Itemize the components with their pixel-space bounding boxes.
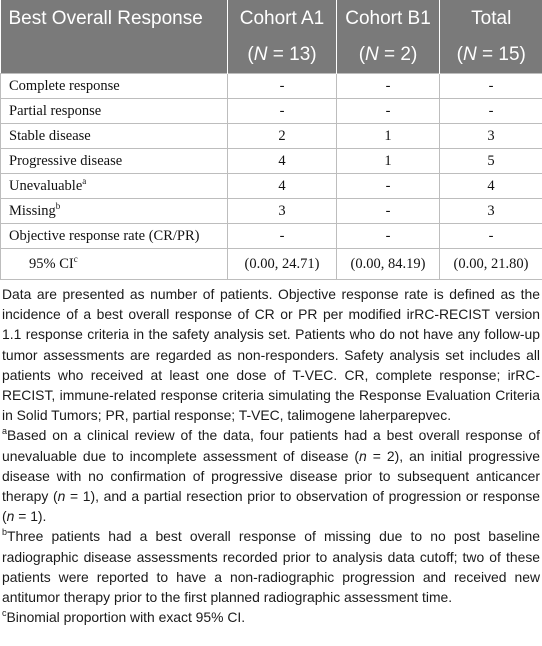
row-label: Missing$^b$ — [1, 199, 228, 224]
row-label: Objective response rate (CR/PR) — [1, 224, 228, 249]
cell-total: - — [440, 74, 542, 99]
cell-total: - — [440, 224, 542, 249]
table-row — [1, 149, 542, 174]
footnote-a: $^a$Based on a clinical review of the data, four patients had a best overall response of unevaluable due to incomplete assessment of disease (n = 2), an initial progressive disease with no confirmation of progressive disease prior to subsequent anticancer therapy (n = 1), and a partial resection prior to observation of progression or response (n = 1). — [2, 426, 540, 525]
cell-a1: (0.00, 24.71) — [228, 249, 337, 280]
best-overall-response-table — [0, 0, 542, 280]
cell-total: - — [440, 99, 542, 124]
footnote-marker: b — [55, 200, 61, 211]
footnote-marker: a — [82, 175, 87, 186]
footnote-main: Data are presented as number of patients. Objective response rate is defined as the incidence of a best overall response of CR or PR per modified irRC-RECIST version 1.1 response criteria in the safety analysis set. Patients who do not have any follow-up tumor assessments are regarded as non-responders. Safety analysis set includes all patients who received at least one dose of T-VEC. CR, complete response; irRC-RECIST, immune-related response criteria simulating the Response Evaluation Criteria in Solid Tumors; PR, partial response; T-VEC, talimogene laherparepvec. — [2, 286, 540, 424]
header-row — [1, 0, 542, 37]
cell-b1: 1 — [337, 124, 440, 149]
header-n-row — [1, 37, 542, 74]
cell-a1: 2 — [228, 124, 337, 149]
header-n-a1: (N = 13) — [228, 37, 337, 74]
row-label: Complete response — [1, 74, 228, 99]
cell-b1: - — [337, 99, 440, 124]
cell-a1: - — [228, 224, 337, 249]
footnote-b: $^b$Three patients had a best overall response of missing due to no post baseline radiographic disease assessments recorded prior to analysis data cutoff; two of these patients were reported to have a non-radiographic progression and received new antitumor therapy prior to the first planned radiographic assessment time. — [2, 527, 540, 606]
cell-b1: - — [337, 199, 440, 224]
table-footnotes — [0, 280, 542, 627]
cell-b1: (0.00, 84.19) — [337, 249, 440, 280]
cell-b1: 1 — [337, 149, 440, 174]
table-row — [1, 249, 542, 280]
table-row — [1, 124, 542, 149]
cell-a1: 4 — [228, 149, 337, 174]
cell-total: 5 — [440, 149, 542, 174]
cell-a1: - — [228, 74, 337, 99]
row-label: Progressive disease — [1, 149, 228, 174]
table-row — [1, 174, 542, 199]
row-label: 95% $CI^c$ — [1, 249, 228, 280]
footnote-c: $^c$Binomial proportion with exact 95% CI. — [2, 608, 246, 626]
header-cohort-b1: Cohort B1 — [337, 0, 440, 37]
cell-total: 3 — [440, 199, 542, 224]
row-label: Stable disease — [1, 124, 228, 149]
table-row — [1, 199, 542, 224]
cell-total: 4 — [440, 174, 542, 199]
cell-a1: - — [228, 99, 337, 124]
table-row — [1, 74, 542, 99]
cell-b1: - — [337, 174, 440, 199]
cell-total: (0.00, 21.80) — [440, 249, 542, 280]
table-row — [1, 224, 542, 249]
table-row — [1, 99, 542, 124]
header-best-overall-response: Best Overall Response — [1, 0, 228, 37]
footnote-marker: c — [73, 253, 78, 264]
cell-b1: - — [337, 224, 440, 249]
header-cohort-a1: Cohort A1 — [228, 0, 337, 37]
cell-a1: 4 — [228, 174, 337, 199]
header-n-total: (N = 15) — [440, 37, 542, 74]
header-n-blank — [1, 37, 228, 74]
cell-a1: 3 — [228, 199, 337, 224]
row-label: Unevaluable$^a$ — [1, 174, 228, 199]
cell-total: 3 — [440, 124, 542, 149]
header-total: Total — [440, 0, 542, 37]
cell-b1: - — [337, 74, 440, 99]
header-n-b1: (N = 2) — [337, 37, 440, 74]
row-label: Partial response — [1, 99, 228, 124]
